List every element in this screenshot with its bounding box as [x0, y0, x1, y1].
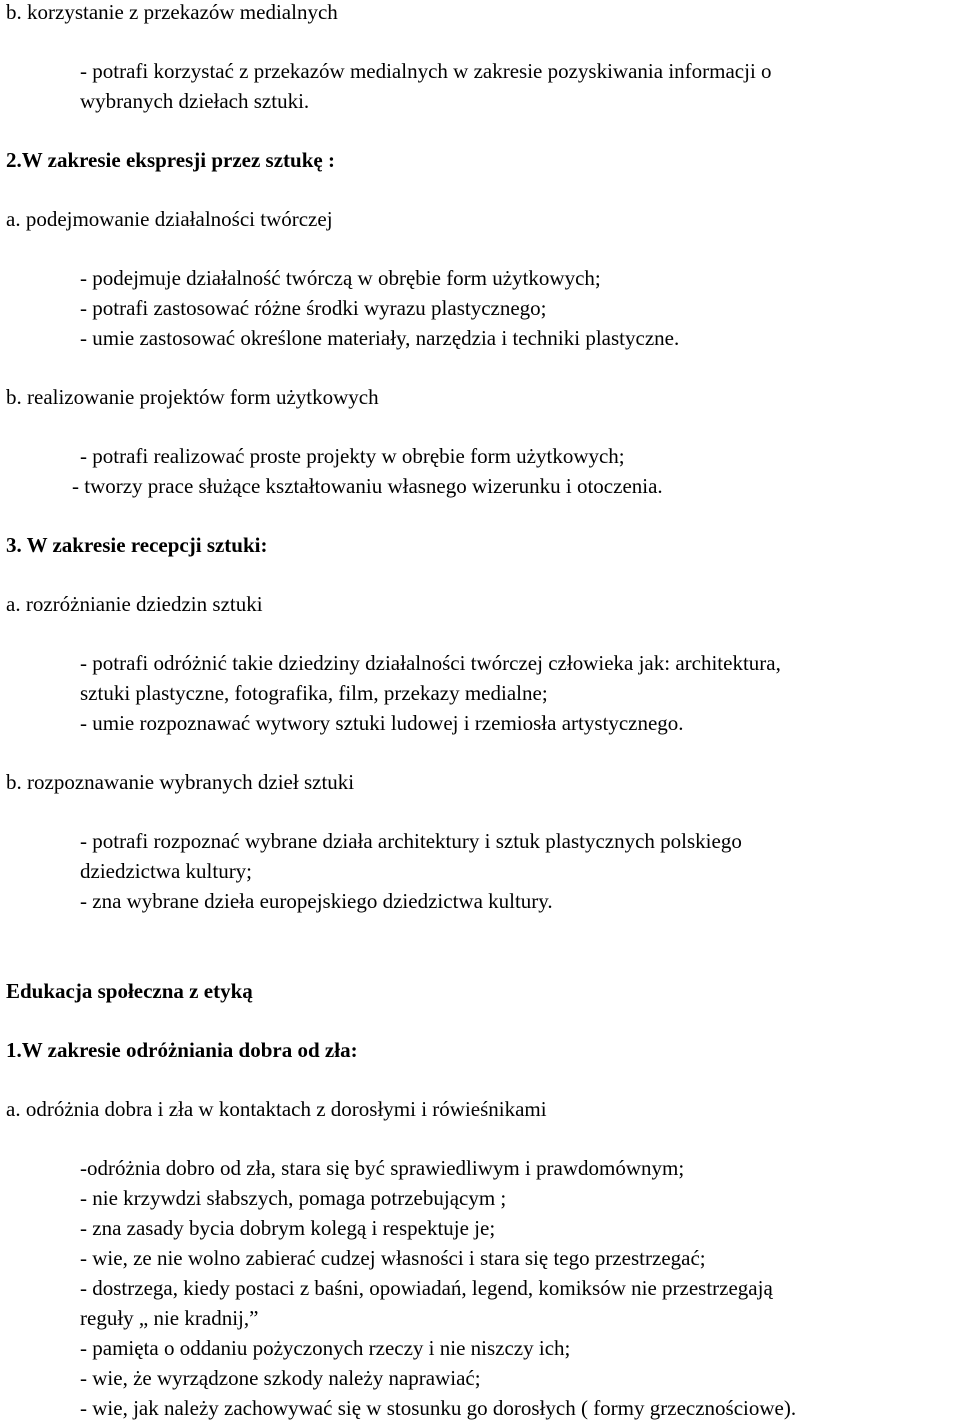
bullet-line-continuation: sztuki plastyczne, fotografika, film, przekazy medialne;	[80, 681, 548, 705]
bullet-line: - potrafi rozpoznać wybrane działa architektury i sztuk plastycznych polskiego	[80, 829, 742, 853]
bullet-line: - zna zasady bycia dobrym kolegą i respektuje je;	[80, 1216, 496, 1240]
section-heading: 1.W zakresie odróżniania dobra od zła:	[6, 1038, 358, 1062]
section-heading: 2.W zakresie ekspresji przez sztukę :	[6, 148, 335, 172]
bullet-line: - pamięta o oddaniu pożyczonych rzeczy i nie niszczy ich;	[80, 1336, 571, 1360]
bullet-line: - umie rozpoznawać wytwory sztuki ludowej i rzemiosła artystycznego.	[80, 711, 684, 735]
chapter-heading: Edukacja społeczna z etyką	[6, 979, 253, 1003]
bullet-line: -odróżnia dobro od zła, stara się być sprawiedliwym i prawdomównym;	[80, 1156, 685, 1180]
subsection-heading: a. podejmowanie działalności twórczej	[6, 207, 333, 231]
bullet-line: - potrafi realizować proste projekty w obrębie form użytkowych;	[80, 444, 625, 468]
bullet-line-continuation: dziedzictwa kultury;	[80, 859, 253, 883]
subsection-heading: a. odróżnia dobra i zła w kontaktach z dorosłymi i rówieśnikami	[6, 1097, 547, 1121]
bullet-line-continuation: wybranych dziełach sztuki.	[80, 89, 310, 113]
subsection-heading: b. korzystanie z przekazów medialnych	[6, 0, 338, 24]
bullet-line: - umie zastosować określone materiały, narzędzia i techniki plastyczne.	[80, 326, 680, 350]
bullet-line: - potrafi zastosować różne środki wyrazu plastycznego;	[80, 296, 547, 320]
bullet-line: - tworzy prace służące kształtowaniu własnego wizerunku i otoczenia.	[72, 474, 663, 498]
bullet-line: - wie, ze nie wolno zabierać cudzej własności i stara się tego przestrzegać;	[80, 1246, 706, 1270]
bullet-line-continuation: reguły „ nie kradnij,”	[80, 1306, 259, 1330]
subsection-heading: a. rozróżnianie dziedzin sztuki	[6, 592, 263, 616]
bullet-line: - wie, jak należy zachowywać się w stosunku go dorosłych ( formy grzecznościowe).	[80, 1396, 797, 1420]
bullet-line: - podejmuje działalność twórczą w obrębie form użytkowych;	[80, 266, 601, 290]
bullet-line: - dostrzega, kiedy postaci z baśni, opowiadań, legend, komiksów nie przestrzegają	[80, 1276, 773, 1300]
subsection-heading: b. realizowanie projektów form użytkowych	[6, 385, 379, 409]
bullet-line: - zna wybrane dzieła europejskiego dziedzictwa kultury.	[80, 889, 553, 913]
bullet-line: - wie, że wyrządzone szkody należy naprawiać;	[80, 1366, 481, 1390]
section-heading: 3. W zakresie recepcji sztuki:	[6, 533, 268, 557]
subsection-heading: b. rozpoznawanie wybranych dzieł sztuki	[6, 770, 355, 794]
bullet-line: - nie krzywdzi słabszych, pomaga potrzebującym ;	[80, 1186, 507, 1210]
bullet-line: - potrafi korzystać z przekazów medialnych w zakresie pozyskiwania informacji o	[80, 59, 772, 83]
bullet-line: - potrafi odróżnić takie dziedziny działalności twórczej człowieka jak: architektura,	[80, 651, 781, 675]
